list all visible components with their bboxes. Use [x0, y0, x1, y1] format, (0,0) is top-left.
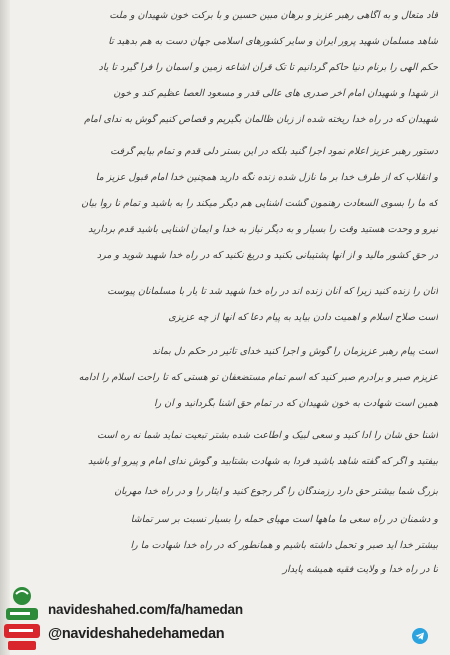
watermark-website: navideshahed.com/fa/hamedan: [48, 602, 243, 617]
letter-line: حکم الهی را برنام دنیا حاکم گردانیم تا تک قرآن اشاعه زمین و آسمان را فرا گیرد تا یاد: [98, 62, 438, 73]
letter-line: از شهدا و شهیدان امام آخر صدری های عالی قدر و مسعود العصا عظیم کند و خون: [113, 88, 438, 99]
watermark-handle: @navideshahedehamedan: [48, 626, 225, 642]
letter-line: است پیام رهبر عزیزمان را گوش و اجرا کنید خدای تاثیر در حکم دل بماند: [152, 346, 438, 357]
letter-line: بیفتید و اگر که گفته شاهد باشید فردا به شهادت بشتابید و گوش ندای امام و پیرو او باشید: [88, 456, 438, 467]
letter-line: آشنا حق شان را ادا کنید و سعی لبیک و اطاعت شده بشتر تبعیت نماید شما نه ره است: [97, 430, 438, 441]
handwritten-letter: [14, 6, 444, 578]
letter-line: همین است شهادت به خون شهیدان که در تمام حق آشنا بگردانید و آن را: [154, 398, 438, 409]
scan-edge: [0, 0, 10, 655]
letter-line: بزرگ شما بیشتر حق دارد رزمندگان را گر رجوع کنید و ایثار را و در راه خدا مهربان: [114, 486, 438, 497]
letter-line: تا در راه خدا و ولایت فقیه همیشه پایدار: [282, 564, 438, 575]
letter-line: نیرو و وحدت هستید وقت را بسیار و به دیگر نیاز به خدا و ایمان آشنایی باشید قدم بردارید: [88, 224, 438, 235]
letter-line: و انقلاب که از طرف خدا بر ما نازل شده زنده نگه دارید همچنین خدا امام قبول عزیز ما: [95, 172, 438, 183]
watermark: [0, 578, 450, 655]
letter-line: عزیزم صبر و برادرم صبر کنید که اسم تمام مستضعفان تو هستی که تا راحت اسلام را ادامه: [78, 372, 438, 383]
letter-line: قاد متعال و به آگاهی رهبر عزیز و برهان مبین حسین و با برکت خون شهیدان و ملت: [109, 10, 438, 21]
letter-line: و دشمنان در راه سعی ما ماهها است مهیای حمله را بسیار نسبت بر سر تماشا: [130, 514, 438, 525]
letter-line: در حق کشور مالید و از آنها پشتیبانی بکنید و دریغ نکنید که در راه خدا شهید شوید و مرد: [96, 250, 438, 261]
letter-line: دستور رهبر عزیز اعلام نمود اجرا گنید بلکه در این بستر دلی قدم و تمام بیایم گرفت: [110, 146, 438, 157]
letter-line: که ما را بسوی السعادت رهنمون گشت آشنایی هم دیگر میکند را به باشید و تمام نا روا بیان: [81, 198, 438, 209]
letter-line: شاهد مسلمان شهید پرور ایران و سایر کشورهای اسلامی جهان دست به هم بدهید تا: [108, 36, 438, 47]
letter-line: است صلاح اسلام و اهمیت دادن بیاید به پیام دعا که آنها از چه عزیزی: [168, 312, 438, 323]
navideshahed-logo-icon: [2, 586, 42, 652]
letter-line: آنان را زنده کنید زیرا که آنان زنده اند در راه خدا شهید شد تا یار با مسلمانان پیوست: [107, 286, 438, 297]
telegram-icon: [412, 628, 428, 644]
letter-line: بیشتر خدا آید صبر و تحمل داشته باشیم و همانطور که در راه خدا شهادت ما را: [130, 540, 438, 551]
letter-line: شهیدان که در راه خدا ریخته شده از زبان ظالمان بگیریم و قصاص کنیم گوش به ندای امام: [84, 114, 438, 125]
